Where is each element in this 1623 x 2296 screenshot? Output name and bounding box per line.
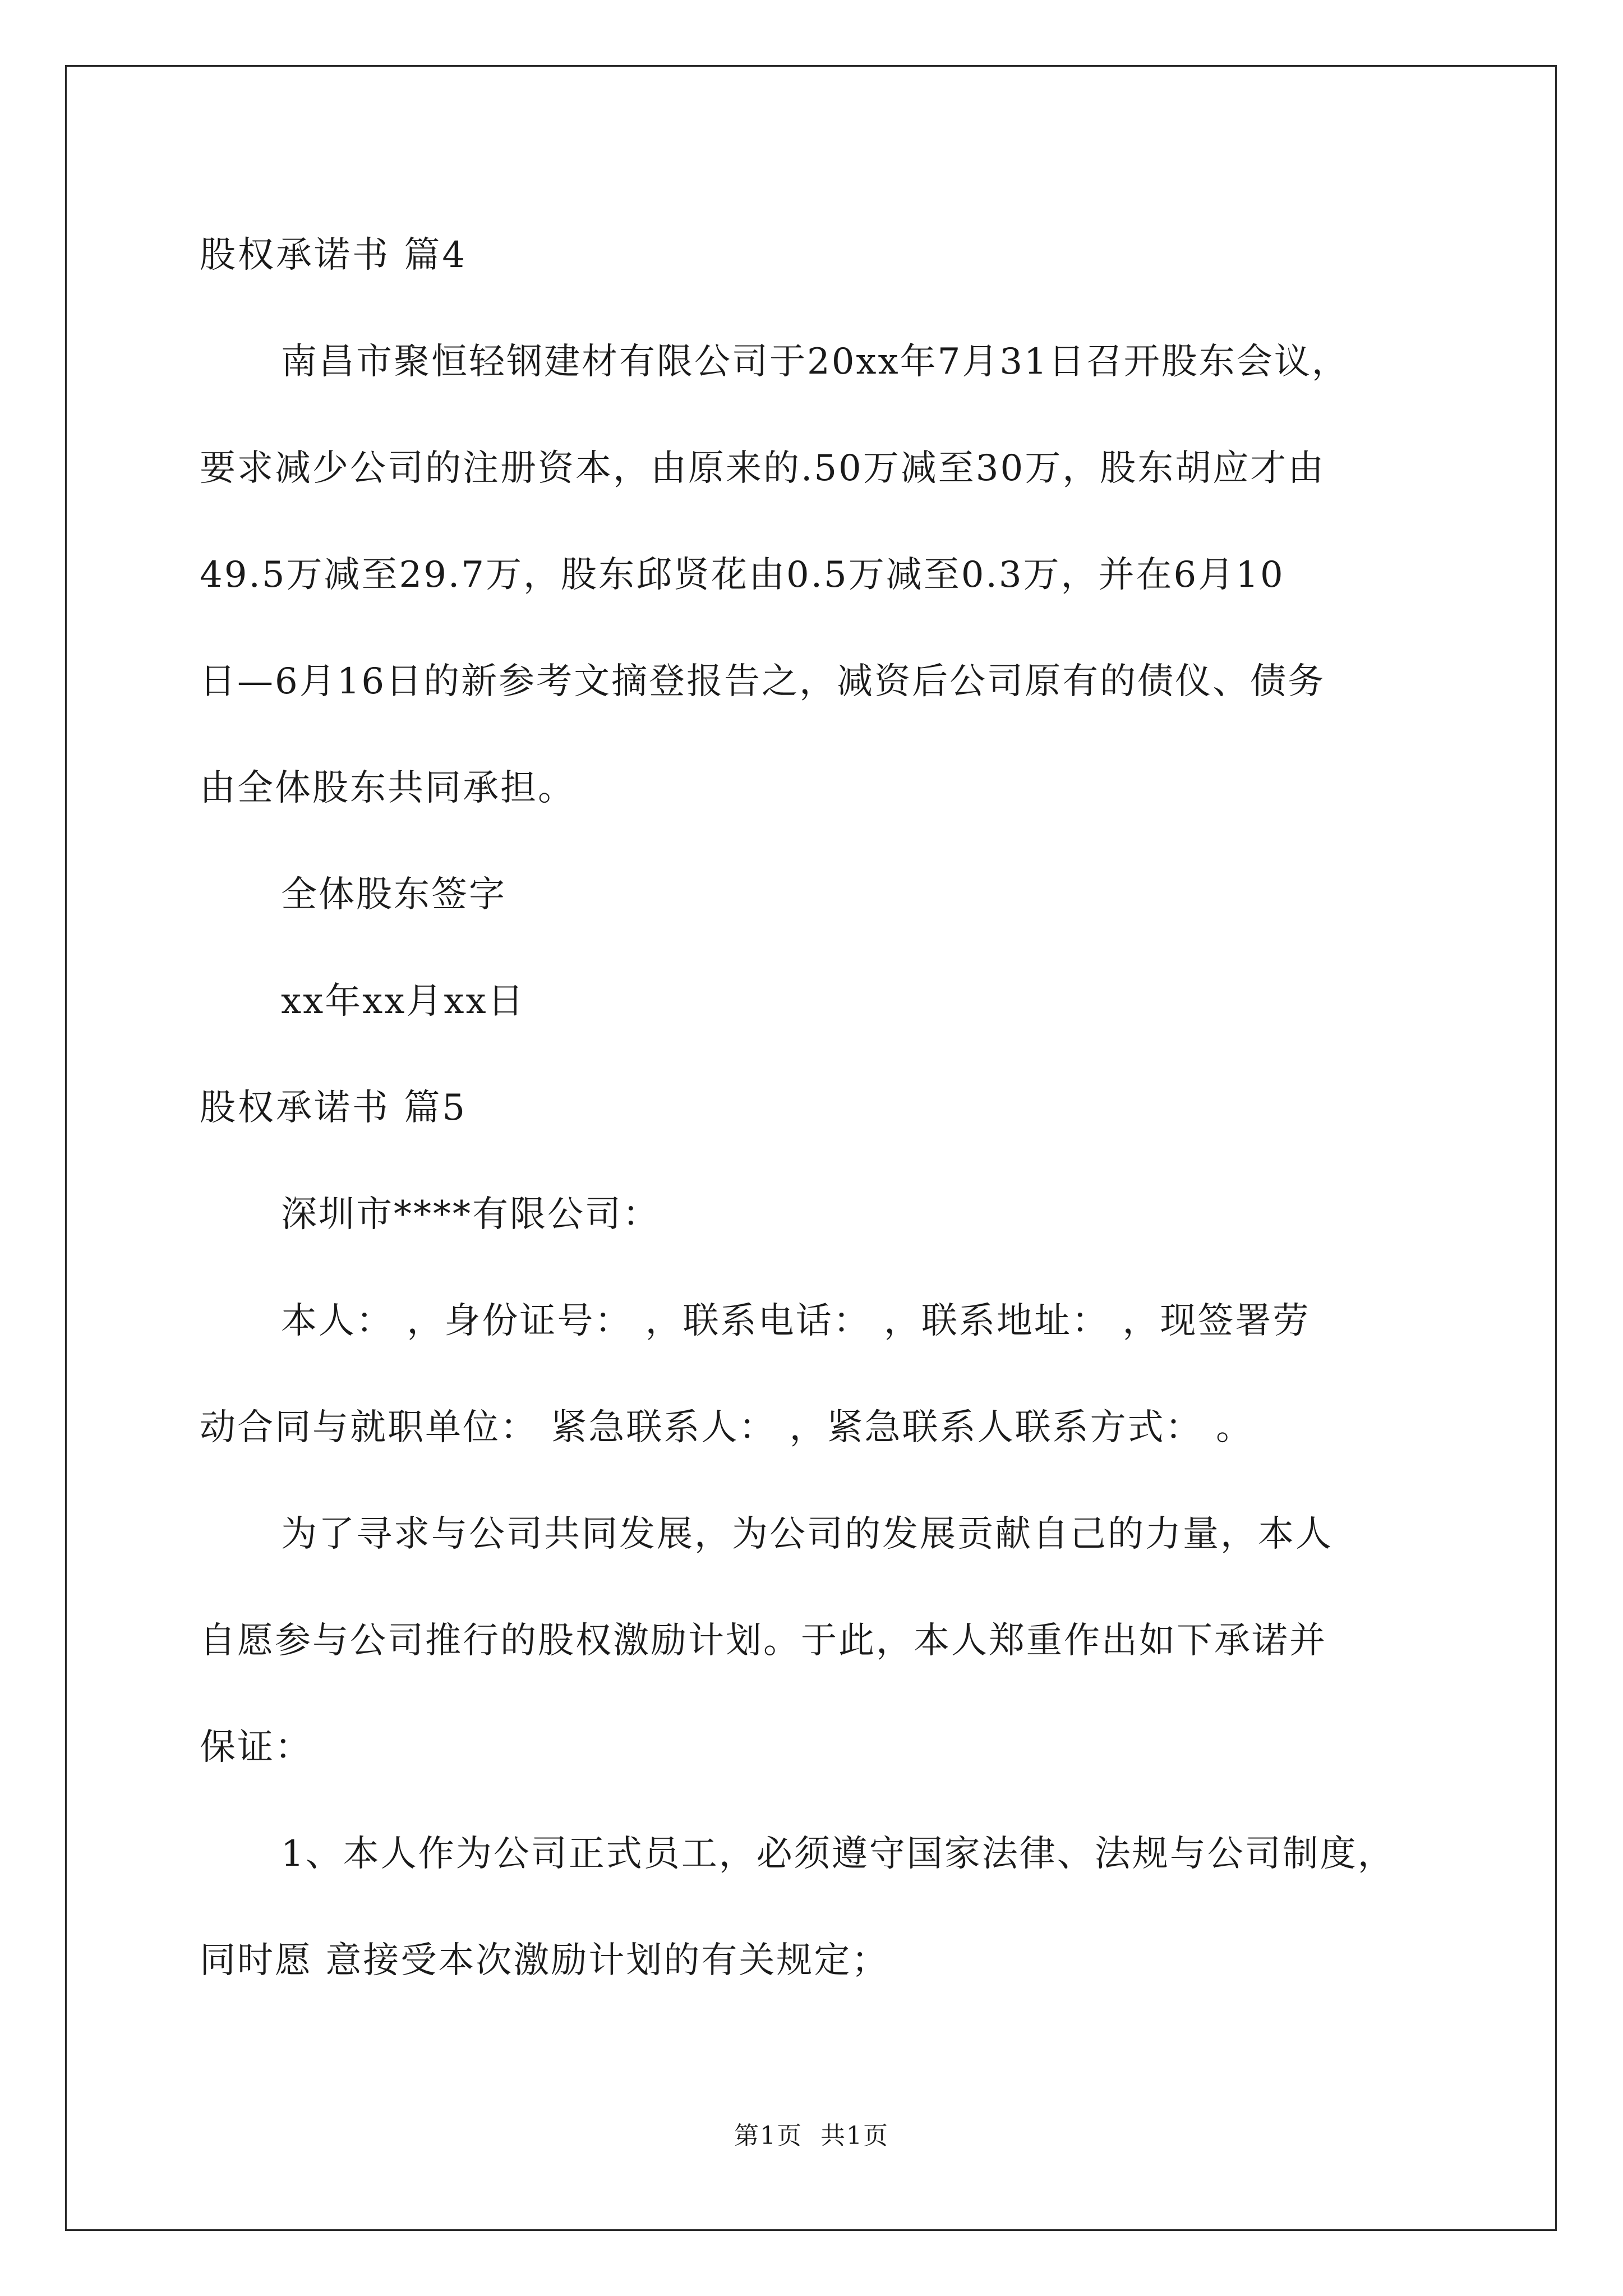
paragraph-line: 保证：: [200, 1727, 312, 1768]
section-heading-4: 股权承诺书 篇4: [200, 234, 468, 276]
page-footer: 第1页 共1页: [734, 2122, 889, 2150]
paragraph-line: 同时愿 意接受本次激励计划的有关规定；: [200, 1940, 889, 1981]
paragraph-line: 要求减少公司的注册资本，由原来的.50万减至30万，股东胡应才由: [200, 448, 1326, 489]
paragraph-line: 1、本人作为公司正式员工，必须遵守国家法律、法规与公司制度，: [281, 1833, 1395, 1875]
paragraph-line: 由全体股东共同承担。: [200, 767, 575, 809]
paragraph-line: 自愿参与公司推行的股权激励计划。于此，本人郑重作出如下承诺并: [200, 1620, 1327, 1662]
addressee-line: 深圳市****有限公司：: [281, 1194, 660, 1235]
paragraph-line: 动合同与就职单位： 紧急联系人： ，紧急联系人联系方式： 。: [200, 1407, 1254, 1448]
paragraph-line: 南昌市聚恒轻钢建材有限公司于20xx年7月31日召开股东会议，: [281, 341, 1349, 383]
paragraph-line: 本人： ，身份证号： ，联系电话： ，联系地址： ，现签署劳: [281, 1300, 1311, 1342]
date-line: xx年xx月xx日: [281, 981, 525, 1022]
section-heading-5: 股权承诺书 篇5: [200, 1087, 468, 1129]
paragraph-line: 日—6月16日的新参考文摘登报告之，减资后公司原有的债仪、债务: [200, 661, 1326, 702]
paragraph-line: 49.5万减至29.7万，股东邱贤花由0.5万减至0.3万，并在6月10: [200, 554, 1285, 596]
signature-label: 全体股东签字: [281, 874, 506, 915]
paragraph-line: 为了寻求与公司共同发展，为公司的发展贡献自己的力量，本人: [281, 1513, 1333, 1555]
document-body: [200, 202, 1428, 2014]
